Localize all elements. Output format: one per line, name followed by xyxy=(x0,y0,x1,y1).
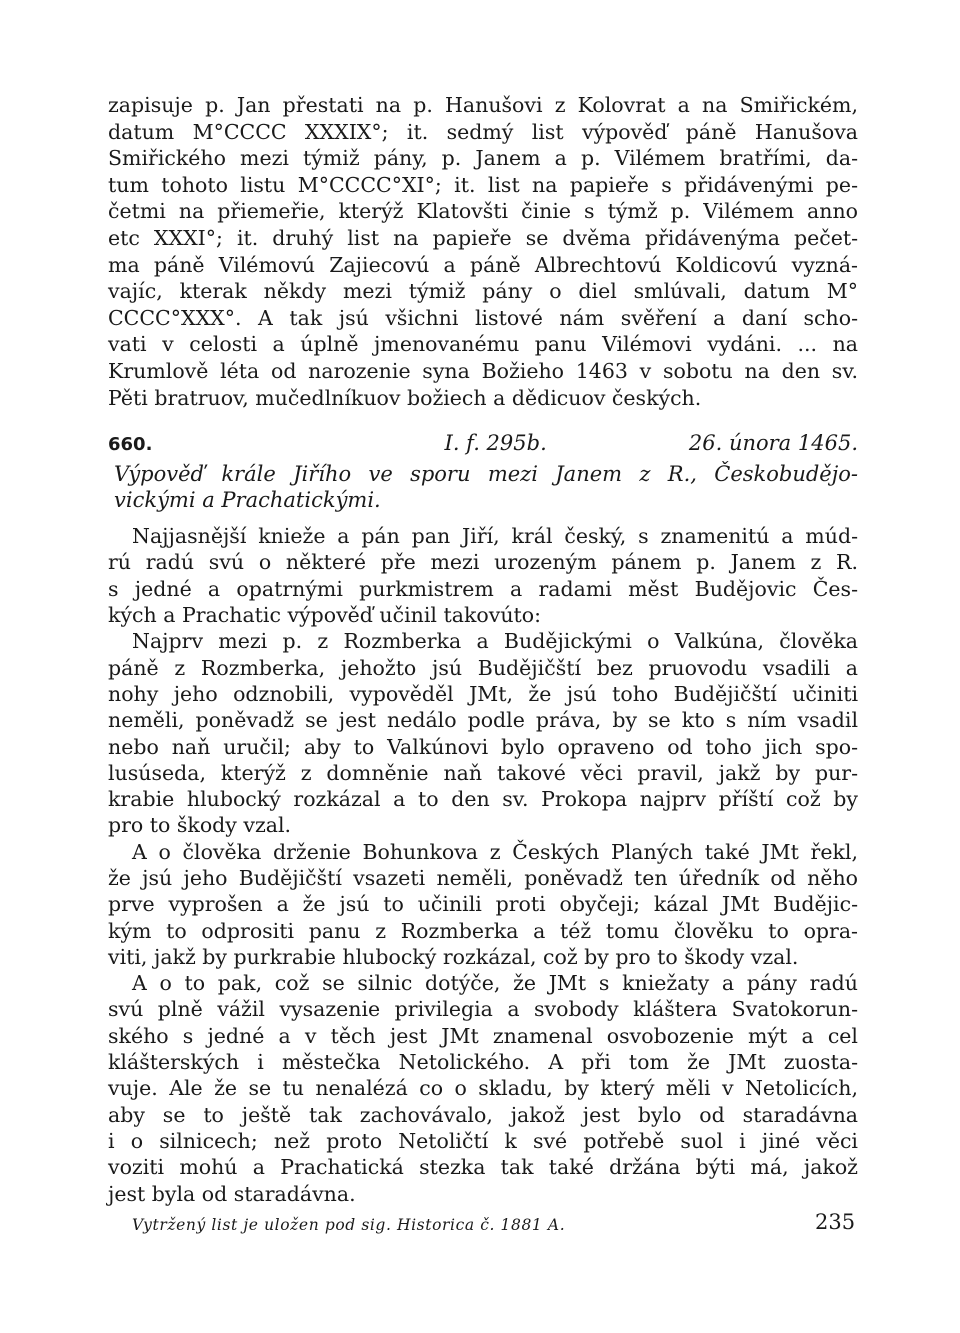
page-body xyxy=(108,92,858,1237)
entry-folio: I. f. 295b. xyxy=(444,431,547,456)
text-line: že jsú jeho Budějičští vsazeti neměli, poněvadž ten úředník od něho xyxy=(108,865,858,890)
text-line: CCCC°XXX°. A tak jsú všichni listové nám svěření a daní scho- xyxy=(108,305,858,330)
entry-regest xyxy=(114,461,858,513)
text-line: A o člověka drženie Bohunkova z Českých Planých také JMt řekl, xyxy=(132,839,858,864)
text-line: jest byla od staradávna. xyxy=(108,1181,356,1206)
text-line: lusúseda, kterýž z domněnie naň takové věci pravil, jakž by pur- xyxy=(108,760,858,785)
text-line: Krumlově léta od narozenie syna Božieho 1463 v sobotu na den sv. xyxy=(108,358,858,383)
text-line: zapisuje p. Jan přestati na p. Hanušovi z Kolovrat a na Smiřickém, xyxy=(108,93,858,117)
text-line: prve vyprošen a že jsú to učinili proti obyčeji; kázal JMt Budějic- xyxy=(108,892,858,917)
text-line: páně z Rozmberka, jehožto jsú Budějičští bez pruovodu vsadili a xyxy=(108,655,858,680)
text-line: rú radú svú o některé pře mezi urozeným pánem p. Janem z R. xyxy=(108,550,858,575)
text-line: klášterských i městečka Netolického. A při tom že JMt zuosta- xyxy=(108,1050,858,1075)
entry-date: 26. února 1465. xyxy=(688,431,858,456)
text-line: A o to pak, což se silnic dotýče, že JMt s kniežaty a pány radú xyxy=(132,971,858,996)
text-line: Smiřického mezi týmiž pány, p. Janem a p. Vilémem bratřími, da- xyxy=(108,146,858,171)
page-number: 235 xyxy=(815,1210,856,1234)
text-line: vati v celosti a úplně jmenovanému panu Vilémovi vydáni. ... na xyxy=(108,332,858,357)
text-line: četmi na přiemeřie, kterýž Klatovšti činie s týmž p. Vilémem anno xyxy=(108,199,858,224)
paragraph xyxy=(108,628,858,838)
regest-line: Výpověď krále Jiřího ve sporu mezi Janem z R., Českobudějo- xyxy=(114,462,858,487)
text-line: voziti mohú a Prachatická stezka tak také držána býti má, jakož xyxy=(108,1155,858,1180)
entry-heading xyxy=(108,431,858,461)
text-line: aby se to ještě tak zachovávalo, jakož jest bylo od staradávna xyxy=(108,1102,858,1127)
text-line: pro to škody vzal. xyxy=(108,813,292,838)
intro-paragraph xyxy=(108,92,858,411)
paragraph xyxy=(108,970,858,1207)
text-line: datum M°CCCC XXXIX°; it. sedmý list výpověď páně Hanušova xyxy=(108,119,858,144)
text-line: viti, jakž by purkrabie hlubocký rozkázal, což by pro to škody vzal. xyxy=(108,944,799,969)
text-line: krabie hlubocký rozkázal a to den sv. Prokopa najprv příští což by xyxy=(108,787,858,812)
text-line: tum tohoto listu M°CCCC°XI°; it. list na papieře s přidávenými pe- xyxy=(108,172,858,197)
text-line: ského s jedné a v těch jest JMt znamenal osvobozenie mýt a cel xyxy=(108,1023,858,1048)
text-line: ma páně Vilémovú Zajiecovú a páně Albrechtovú Koldicovú vyzná- xyxy=(108,252,858,277)
text-line: kým to odprositi panu z Rozmberka a též tomu člověku to opra- xyxy=(108,918,858,943)
paragraph xyxy=(108,839,858,970)
text-line: etc XXXI°; it. druhý list na papieře se dvěma přidávenýma pečet- xyxy=(108,225,858,250)
text-line: svú plně vážil vysazenie privilegia a svobody kláštera Svatokorun- xyxy=(108,997,858,1022)
paragraph xyxy=(108,523,858,628)
text-line: Najprv mezi p. z Rozmberka a Budějickými o Valkúna, člověka xyxy=(132,629,858,654)
text-line: Najjasnější knieže a pán pan Jiří, král český, s znamenitú a múd- xyxy=(132,524,858,549)
text-line: nebo naň uručil; aby to Valkúnovi bylo opraveno od toho jich spo- xyxy=(108,734,858,759)
text-line: kých a Prachatic výpověď učinil takovúto: xyxy=(108,603,542,628)
text-line: vuje. Ale že se tu nenalézá co o skladu, by který měli v Netolicích, xyxy=(108,1076,858,1101)
regest-line: vickými a Prachatickými. xyxy=(114,488,381,513)
text-line: i o silnicech; než proto Netoličtí k své potřebě suol i jiné věci xyxy=(108,1128,858,1153)
text-line: nohy jeho odznobili, vypověděl JMt, že jsú toho Budějičští učiniti xyxy=(108,681,858,706)
text-line: neměli, poněvadž se jest nedálo podle práva, by se kto s ním vsadil xyxy=(108,708,858,733)
text-line: s jedné a opatrnými purkmistrem a radami měst Budějovic Čes- xyxy=(108,576,858,601)
entry-number: 660. xyxy=(108,434,153,456)
text-line: Pěti bratruov, mučedlníkuov božiech a dědicuov českých. xyxy=(108,385,702,410)
archival-note: Vytržený list je uložen pod sig. Historica č. 1881 A. xyxy=(132,1215,566,1234)
text-line: vajíc, kterak někdy mezi týmiž pány o diel smlúvali, datum M° xyxy=(108,279,858,304)
